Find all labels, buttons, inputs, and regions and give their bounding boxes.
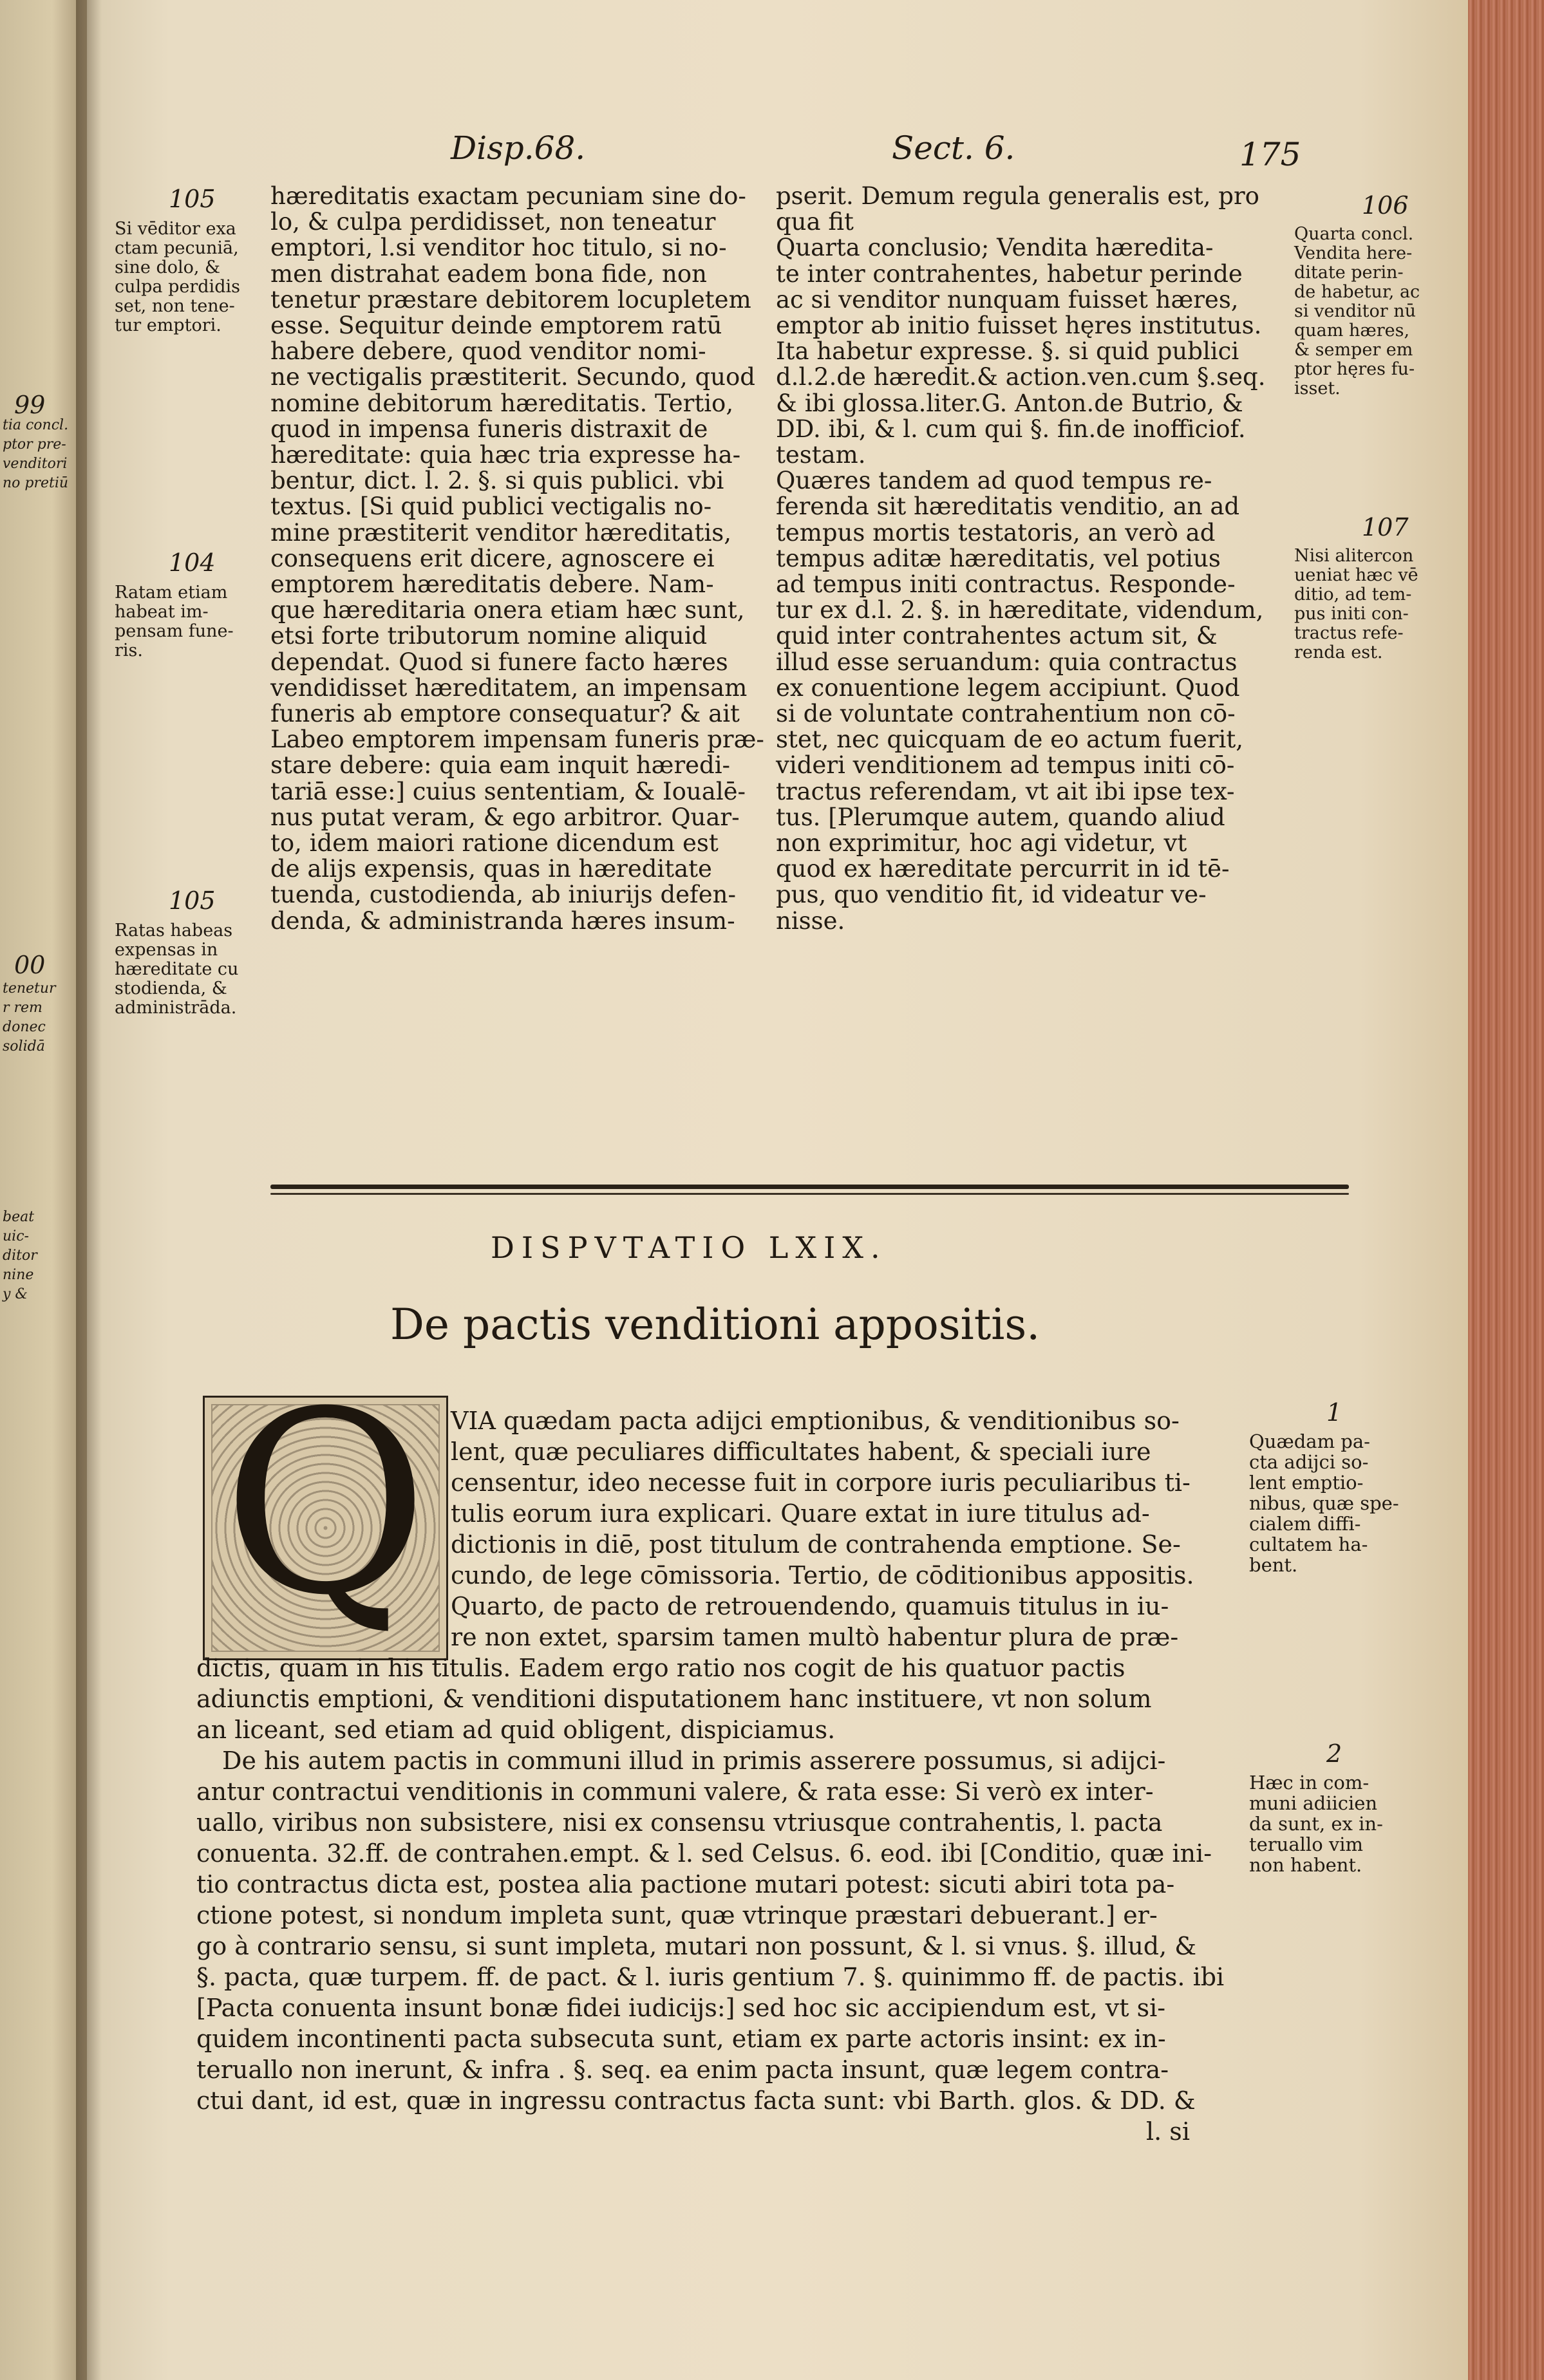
margin-note-number: 104 <box>169 548 216 577</box>
left-column-line: etsi forte tributorum nomine aliquid <box>270 622 708 650</box>
main-text-line: Quarto, de pacto de retrouendendo, quamuis titulus in iu- <box>451 1592 1169 1620</box>
left-column-line: mine præstiterit venditor hæreditatis, <box>270 518 731 547</box>
left-column-line: stare debere: quia eam inquit hæredi- <box>270 751 731 780</box>
margin-note-line: Ratas habeas <box>115 921 233 941</box>
right-column-line: nisse. <box>776 906 845 935</box>
main-text-line: tio contractus dicta est, postea alia pactione mutari potest: sicuti abiri tota pa- <box>196 1870 1175 1898</box>
main-text-line: antur contractui venditionis in communi valere, & rata esse: Si verò ex inter- <box>196 1777 1154 1806</box>
page-number: 175 <box>1239 136 1301 173</box>
right-column-line: d.l.2.de hæredit.& action.ven.cum §.seq. <box>776 363 1266 391</box>
margin-note-line: cta adijci so- <box>1249 1451 1369 1473</box>
left-column-line: men distrahat eadem bona fide, non <box>270 259 707 288</box>
margin-note-line: teruallo vim <box>1249 1833 1364 1855</box>
margin-note-line: ditate perin- <box>1294 263 1404 283</box>
left-column-line: habere debere, quod venditor nomi- <box>270 337 706 366</box>
margin-note-line: Quædam pa- <box>1249 1430 1370 1452</box>
main-text-line: adiunctis emptioni, & venditioni disputationem hanc instituere, vt non solum <box>196 1685 1152 1713</box>
margin-note-line: ptor hęres fu- <box>1294 359 1415 379</box>
left-column-line: nomine debitorum hæreditatis. Tertio, <box>270 389 734 417</box>
right-column-line: Quæres tandem ad quod tempus re- <box>776 467 1212 495</box>
left-column-line: bentur, dict. l. 2. §. si quis publici. vbi <box>270 467 724 495</box>
margin-note-number: 1 <box>1326 1398 1342 1427</box>
margin-note-line: bent. <box>1249 1554 1298 1576</box>
facing-page-fragment: ptor pre- <box>3 436 66 453</box>
main-text-line: censentur, ideo necesse fuit in corpore iuris peculiaribus ti- <box>451 1468 1191 1497</box>
right-column-line: te inter contrahentes, habetur perinde <box>776 259 1243 288</box>
main-text-line: l. si <box>1146 2117 1190 2146</box>
section-title: De pactis venditioni appositis. <box>390 1300 1040 1349</box>
margin-note-line: renda est. <box>1294 642 1383 662</box>
right-column-line: DD. ibi, & l. cum qui §. fin.de inofficiof. <box>776 415 1246 443</box>
margin-note-line: Quarta concl. <box>1294 224 1414 244</box>
facing-page-fragment: nine <box>3 1267 34 1283</box>
margin-note-number: 2 <box>1326 1739 1342 1768</box>
right-column-line: ferenda sit hæreditatis venditio, an ad <box>776 492 1240 521</box>
margin-note-number: 107 <box>1362 513 1409 541</box>
margin-note-line: stodienda, & <box>115 979 227 998</box>
left-column-line: que hæreditaria onera etiam hæc sunt, <box>270 596 745 624</box>
left-column-line: funeris ab emptore consequatur? & ait <box>270 700 740 727</box>
gutter-shadow <box>76 0 102 2380</box>
left-column-line: ne vectigalis præstiterit. Secundo, quod <box>270 363 755 391</box>
left-column-line: hæreditate: quia hæc tria expresse ha- <box>270 441 741 469</box>
main-text-line: re non extet, sparsim tamen multò habentur plura de præ- <box>451 1623 1179 1651</box>
left-column-line: lo, & culpa perdidisset, non teneatur <box>270 208 716 236</box>
main-text-line: go à contrario sensu, si sunt impleta, mutari non possunt, & l. si vnus. §. illud, & <box>196 1932 1197 1960</box>
margin-note-line: Hæc in com- <box>1249 1772 1370 1794</box>
main-text-line: cundo, de lege cōmissoria. Tertio, de cōditionibus appositis. <box>451 1561 1194 1589</box>
section-divider-rule-thin <box>270 1193 1349 1195</box>
facing-page-fragment: 00 <box>14 951 46 979</box>
margin-note-line: cialem diffi- <box>1249 1513 1361 1535</box>
main-text-line: conuenta. 32.ff. de contrahen.empt. & l. sed Celsus. 6. eod. ibi [Conditio, quæ ini- <box>196 1839 1212 1868</box>
margin-note-line: quam hæres, <box>1294 321 1410 341</box>
margin-note-line: tur emptori. <box>115 315 221 335</box>
left-column-line: nus putat veram, & ego arbitror. Quar- <box>270 803 740 831</box>
right-column-line: & ibi glossa.liter.G. Anton.de Butrio, & <box>776 389 1243 417</box>
facing-page-fragment: 99 <box>14 391 46 419</box>
right-column-line: quod ex hæreditate percurrit in id tē- <box>776 855 1230 883</box>
margin-note-line: set, non tene- <box>115 296 235 316</box>
right-column-line: tus. [Plerumque autem, quando aliud <box>776 803 1225 831</box>
margin-note-line: muni adiicien <box>1249 1792 1378 1814</box>
right-column-line: ac si venditor nunquam fuisset hæres, <box>776 285 1239 314</box>
margin-note-line: hæreditate cu <box>115 959 239 979</box>
left-column-line: to, idem maiori ratione dicendum est <box>270 829 719 857</box>
main-text-line: [Pacta conuenta insunt bonæ fidei iudicijs:] sed hoc sic accipiendum est, vt si- <box>196 1994 1166 2022</box>
left-column-line: dependat. Quod si funere facto hæres <box>270 648 728 676</box>
main-text-line: §. pacta, quæ turpem. ff. de pact. & l. iuris gentium 7. §. quinimmo ff. de pactis. ibi <box>196 1963 1225 1991</box>
right-column-line: non exprimitur, hoc agi videtur, vt <box>776 829 1187 857</box>
facing-page-fragment: venditori <box>3 456 68 472</box>
main-text-line: lent, quæ peculiares difficultates habent, & speciali iure <box>451 1438 1151 1466</box>
margin-note-line: pus initi con- <box>1294 604 1409 624</box>
margin-note-line: expensas in <box>115 940 218 960</box>
left-column-line: vendidisset hæreditatem, an impensam <box>270 673 748 702</box>
margin-note-line: ris. <box>115 641 143 661</box>
margin-note-number: 105 <box>169 886 216 915</box>
margin-note-line: Vendita here- <box>1294 243 1413 263</box>
right-column-line: Quarta conclusio; Vendita hæredita- <box>776 234 1214 262</box>
left-column-line: Labeo emptorem impensam funeris præ- <box>270 726 764 754</box>
facing-page-fragment: beat <box>3 1209 35 1225</box>
facing-page-fragment: y & <box>3 1286 28 1302</box>
disputatio-title: DISPVTATIO LXIX. <box>491 1230 887 1265</box>
facing-page-fragment: uic- <box>3 1228 29 1244</box>
initial-letter: Q <box>222 1396 429 1650</box>
right-column-line: tur ex d.l. 2. §. in hæreditate, videndum, <box>776 596 1264 624</box>
left-column-line: emptorem hæreditatis debere. Nam- <box>270 570 714 598</box>
facing-page-fragment: tia concl. <box>3 417 69 433</box>
running-head-section: Sect. 6. <box>892 129 1015 167</box>
main-text-line: De his autem pactis in communi illud in primis asserere possumus, si adijci- <box>222 1747 1166 1775</box>
facing-page-fragment: solidā <box>3 1038 45 1054</box>
facing-page-fragment: r rem <box>3 1000 42 1016</box>
left-column-line: esse. Sequitur deinde emptorem ratū <box>270 312 722 339</box>
section-divider-rule <box>270 1185 1349 1189</box>
margin-note-line: isset. <box>1294 379 1341 398</box>
decorated-initial-q <box>203 1396 448 1660</box>
facing-page-fragment: no pretiū <box>3 475 69 491</box>
facing-page-fragment: donec <box>3 1019 46 1035</box>
left-column-line: de alijs expensis, quas in hæreditate <box>270 855 712 883</box>
main-text-line: ctione potest, si nondum impleta sunt, quæ vtrinque præstari debuerant.] er- <box>196 1901 1158 1929</box>
margin-note-line: non habent. <box>1249 1854 1362 1876</box>
margin-note-line: culpa perdidis <box>115 277 240 297</box>
right-column-line: emptor ab initio fuisset hęres institutus. <box>776 312 1262 339</box>
left-column-line: denda, & administranda hæres insum- <box>270 906 735 935</box>
margin-note-line: Ratam etiam <box>115 583 228 603</box>
left-column-line: hæreditatis exactam pecuniam sine do- <box>270 182 746 210</box>
facing-page-fragment: ditor <box>3 1248 37 1264</box>
main-text-line: uallo, viribus non subsistere, nisi ex consensu vtriusque contrahentis, l. pacta <box>196 1808 1163 1837</box>
right-column-line: pserit. Demum regula generalis est, pro <box>776 182 1259 210</box>
margin-note-line: de habetur, ac <box>1294 282 1420 302</box>
margin-note-line: pensam fune- <box>115 621 234 641</box>
right-column-line: quid inter contrahentes actum sit, & <box>776 622 1218 650</box>
main-text-line: tulis eorum iura explicari. Quare extat in iure titulus ad- <box>451 1499 1150 1528</box>
page-fore-edge <box>1468 0 1544 2380</box>
margin-note-line: ctam pecuniā, <box>115 238 239 258</box>
right-column-line: ex conuentione legem accipiunt. Quod <box>776 673 1240 702</box>
margin-note-line: da sunt, ex in- <box>1249 1813 1383 1835</box>
left-column-line: consequens erit dicere, agnoscere ei <box>270 544 715 572</box>
main-text-line: VIA quædam pacta adijci emptionibus, & venditionibus so- <box>451 1407 1180 1435</box>
left-column-line: emptori, l.si venditor hoc titulo, si no- <box>270 234 727 262</box>
right-column-line: qua fit <box>776 208 854 236</box>
right-column-line: pus, quo venditio fit, id videatur ve- <box>776 881 1207 909</box>
main-text-line: ctui dant, id est, quæ in ingressu contractus facta sunt: vbi Barth. glos. & DD. & <box>196 2086 1196 2115</box>
left-column-line: quod in impensa funeris distraxit de <box>270 415 708 443</box>
right-column-line: testam. <box>776 441 866 469</box>
left-column-line: tuenda, custodienda, ab iniurijs defen- <box>270 881 736 909</box>
margin-note-line: cultatem ha- <box>1249 1533 1368 1555</box>
facing-page-edge <box>0 0 87 2380</box>
right-column-line: tempus aditæ hæreditatis, vel potius <box>776 544 1221 572</box>
main-text-line: dictionis in diē, post titulum de contrahenda emptione. Se- <box>451 1530 1181 1559</box>
margin-note-line: sine dolo, & <box>115 258 221 277</box>
left-column-line: tenetur præstare debitorem locupletem <box>270 285 751 314</box>
facing-page-fragment: tenetur <box>3 980 56 997</box>
margin-note-number: 106 <box>1362 191 1409 220</box>
right-column-line: tractus referendam, vt ait ibi ipse tex- <box>776 777 1235 805</box>
main-text-line: teruallo non inerunt, & infra . §. seq. ea enim pacta insunt, quæ legem contra- <box>196 2056 1169 2084</box>
margin-note-line: & semper em <box>1294 340 1413 360</box>
margin-note-line: tractus refe- <box>1294 623 1404 643</box>
right-column-line: si de voluntate contrahentium non cō- <box>776 700 1236 727</box>
margin-note-number: 105 <box>169 185 216 213</box>
margin-note-line: ditio, ad tem- <box>1294 585 1412 604</box>
margin-note-line: Nisi alitercon <box>1294 546 1414 566</box>
main-text-line: dictis, quam in his titulis. Eadem ergo ratio nos cogit de his quatuor pactis <box>196 1654 1125 1682</box>
margin-note-line: habeat im- <box>115 602 209 622</box>
margin-note-line: lent emptio- <box>1249 1472 1364 1494</box>
right-column-line: tempus mortis testatoris, an verò ad <box>776 518 1216 547</box>
margin-note-line: si venditor nū <box>1294 301 1416 321</box>
right-column-line: videri venditionem ad tempus initi cō- <box>776 751 1235 780</box>
right-column-line: illud esse seruandum: quia contractus <box>776 648 1238 676</box>
right-column-line: ad tempus initi contractus. Responde- <box>776 570 1236 598</box>
left-column-line: textus. [Si quid publici vectigalis no- <box>270 492 712 521</box>
main-text-line: an liceant, sed etiam ad quid obligent, dispiciamus. <box>196 1716 836 1744</box>
right-column-line: stet, nec quicquam de eo actum fuerit, <box>776 726 1244 754</box>
margin-note-line: nibus, quæ spe- <box>1249 1492 1399 1514</box>
left-column-line: tariā esse:] cuius sententiam, & Ioualē- <box>270 777 746 805</box>
margin-note-line: administrāda. <box>115 998 237 1018</box>
main-text-line: quidem incontinenti pacta subsecuta sunt, etiam ex parte actoris insint: ex in- <box>196 2025 1166 2053</box>
right-column-line: Ita habetur expresse. §. si quid publici <box>776 337 1239 366</box>
running-head-disputation: Disp.68. <box>451 129 586 167</box>
margin-note-line: ueniat hæc vē <box>1294 565 1418 585</box>
margin-note-line: Si vēditor exa <box>115 219 236 239</box>
